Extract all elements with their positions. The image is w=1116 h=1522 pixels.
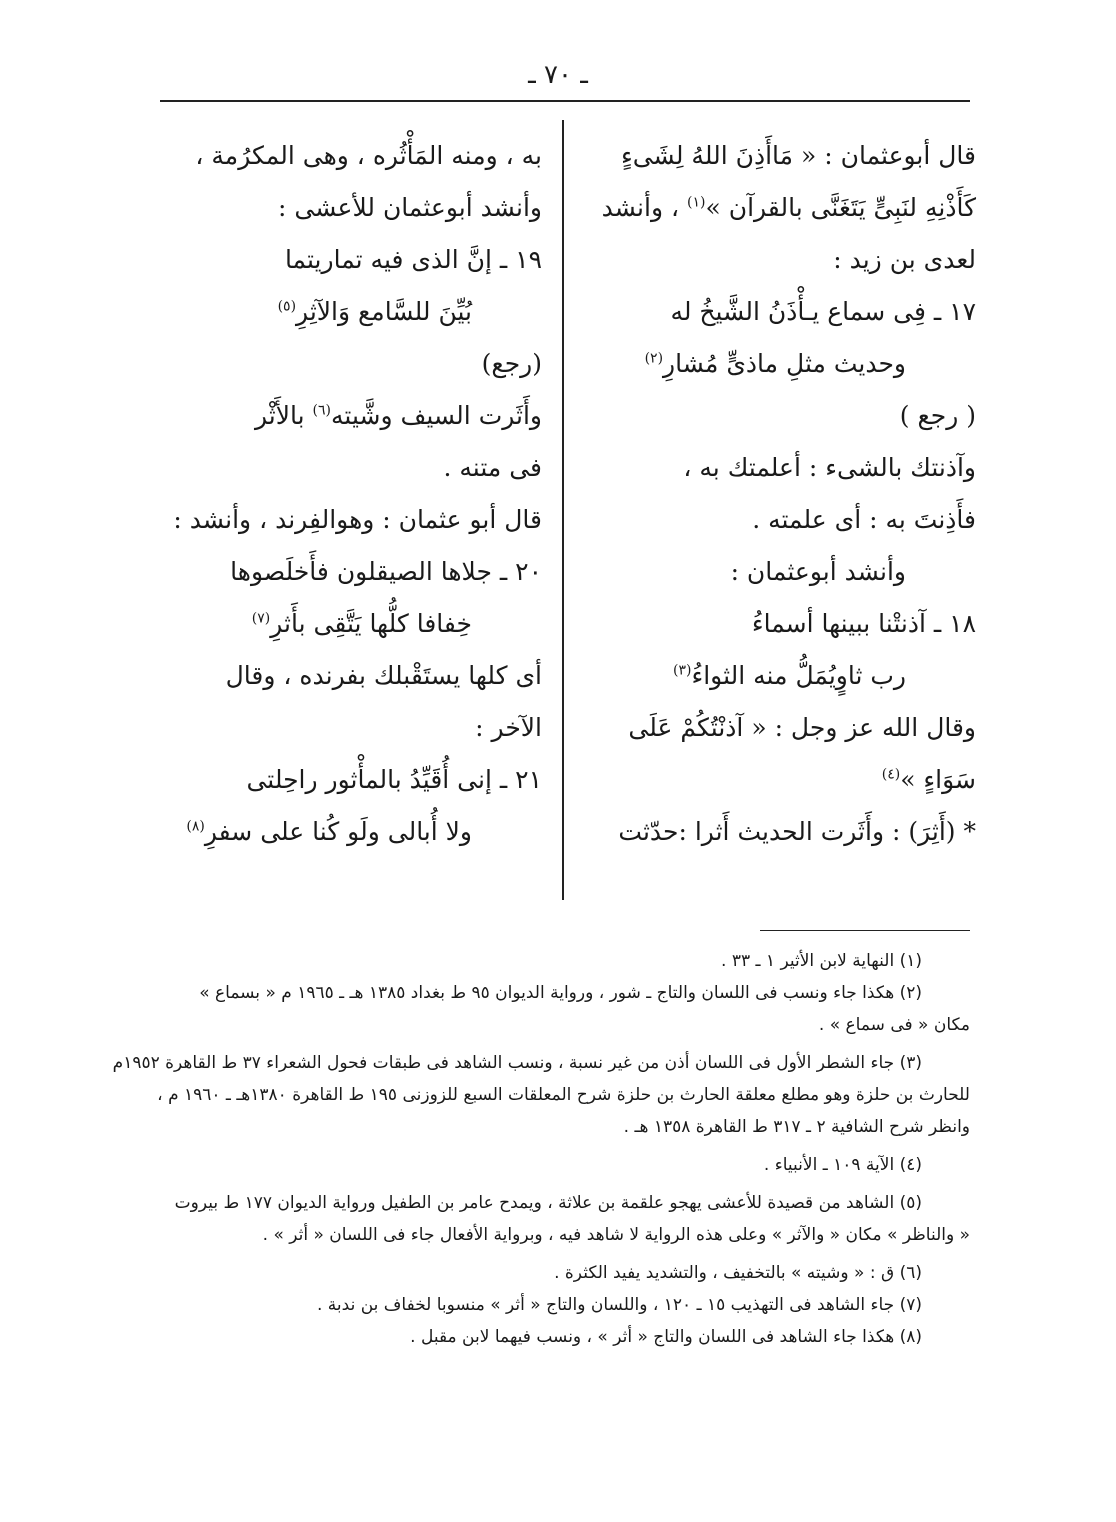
text-line [584, 286, 976, 338]
footnote-line [140, 1079, 970, 1111]
footnotes [112, 945, 970, 1353]
text-line-text: وأنشد أبوعثمان : [730, 557, 906, 586]
footnote-marker: (٢) [644, 350, 664, 367]
text-line-text: به ، ومنه المَأْثُره ، وهى المكرُمة ، [195, 141, 542, 170]
footnote-marker: (١) [687, 194, 706, 211]
text-line [584, 598, 976, 650]
text-line-text: قال أبو عثمان : وهوالفِرند ، وأنشد : [173, 505, 542, 534]
footnote-line [112, 1047, 970, 1079]
text-line [150, 338, 542, 390]
footnote-line [140, 1149, 970, 1181]
footnote-line [140, 945, 970, 977]
footnote-line-text: (٦) ق : « وشيته » بالتخفيف ، والتشديد يفيد الكثرة . [554, 1263, 922, 1283]
text-line [150, 442, 542, 494]
right-column [584, 130, 976, 858]
text-line-text: ١٨ ـ آذنتْنا ببينها أسماءُ [751, 609, 976, 638]
text-line [150, 754, 542, 806]
footnote-rule [760, 930, 970, 931]
footnote-line-text: « والناظر » مكان « والآثر » وعلى هذه الرواية لا شاهد فيه ، وبرواية الأفعال جاء فى اللسان « أثر » . [262, 1225, 970, 1245]
text-line-text: وقال الله عز وجل : « آذنْتُكُمْ عَلَى [628, 713, 976, 742]
text-line [150, 546, 542, 598]
text-line-text: بُيِّنَ للسَّامع وَالآثِرِ [296, 297, 472, 326]
text-line [150, 182, 542, 234]
text-line-text: ولا أُبالى ولَو كُنا على سفرِ [204, 817, 472, 846]
footnote-line [140, 1257, 970, 1289]
footnote-line-text: وانظر شرح الشافية ٢ ـ ٣١٧ ط القاهرة ١٣٥٨ هـ . [623, 1117, 970, 1137]
text-line [150, 390, 542, 442]
text-line [584, 702, 976, 754]
footnote-line-text: (٥) الشاهد من قصيدة للأعشى يهجو علقمة بن علاثة ، ويمدح عامر بن الطفيل ورواية الديوان ١٧٧ ط بيروت [174, 1193, 922, 1213]
text-line [150, 806, 542, 858]
text-line-text: ١٧ ـ فِى سماع يـأْذَنُ الشَّيخُ له [670, 297, 976, 326]
footnote-line-text: (١) النهاية لابن الأثير ١ ـ ٣٣ . [721, 951, 922, 971]
text-line-text: وأَثَرت السيف وشَّيته [331, 401, 542, 430]
text-line-text: خِفافا كلُّها يَتَّقِى بأَثرِ [270, 609, 472, 638]
text-line-text: فأَذِنتَ به : أى علمته . [752, 505, 976, 534]
page-number: ـ ٧٠ ـ [528, 60, 588, 90]
footnote-line [140, 1219, 970, 1251]
column-divider [562, 120, 564, 900]
text-line-text: * (أَثِرَ) : وأَثَرت الحديث أَثرا :حدّثت [618, 817, 976, 846]
text-line-text: الآخر : [475, 713, 542, 742]
text-line [150, 598, 542, 650]
footnote-marker: (٨) [186, 818, 205, 835]
footnote-marker: (٥) [277, 298, 297, 315]
text-line [584, 234, 976, 286]
text-line-text: (رجع) [481, 349, 542, 378]
text-line-text: ٢٠ ـ جلاها الصيقلون فأَخلَصوها [230, 557, 542, 586]
footnote-marker: (٧) [251, 610, 271, 627]
text-line [584, 494, 976, 546]
text-line-text: وأنشد أبوعثمان للأعشى : [278, 193, 542, 222]
footnote-line [140, 1009, 970, 1041]
footnote-marker: (٤) [881, 766, 901, 783]
text-line [584, 442, 976, 494]
text-line-text: فى متنه . [443, 453, 542, 482]
text-line-text: كَأَذْنِهِ لنَبِىٍّ يَتَغَنَّى بالقرآن » [705, 193, 976, 222]
left-column [150, 130, 542, 858]
text-line-text: قال أبوعثمان : « مَاأَذِنَ اللهُ لِشَىءٍ [620, 141, 976, 170]
text-line [584, 754, 976, 806]
text-line-text: ١٩ ـ إنَّ الذى فيه تماريتما [284, 245, 542, 274]
text-line-text: ( رجع ) [899, 401, 976, 430]
text-line-text: وحديث مثلِ ماذىٍّ مُشارِ [663, 349, 906, 378]
text-line [584, 546, 976, 598]
text-line-text: سَوَاءٍ » [900, 765, 976, 794]
footnote-line-text: (٣) جاء الشطر الأول فى اللسان أذن من غير نسبة ، ونسب الشاهد فى طبقات فحول الشعراء ٣٧ ط القاهرة ١٩٥٢م [112, 1053, 922, 1073]
footnote-line [140, 1187, 970, 1219]
text-line [150, 650, 542, 702]
text-line-text: رب ثاوٍيُمَلُّ منه الثواءُ [691, 661, 906, 690]
footnote-line-text: للحارث بن حلزة وهو مطلع معلقة الحارث بن حلزة شرح المعلقات السبع للزوزنى ١٩٥ ط القاهرة ١٣٨٠هـ ـ ١٩٦٠ م ، [157, 1085, 970, 1105]
text-line-text: لعدى بن زيد : [833, 245, 976, 274]
footnote-line-text: (٧) جاء الشاهد فى التهذيب ١٥ ـ ١٢٠ ، واللسان والتاج « أثر » منسوبا لخفاف بن ندبة . [317, 1295, 922, 1315]
text-line [150, 130, 542, 182]
text-line [150, 702, 542, 754]
text-line-text: ٢١ ـ إنى أُقَيِّدُ بالمأْثور راحِلتى [246, 765, 542, 794]
footnote-marker: (٣) [673, 662, 692, 679]
text-line-text-after: ، وأنشد [601, 193, 687, 222]
text-line [150, 234, 542, 286]
footnote-line [140, 977, 970, 1009]
text-line [150, 494, 542, 546]
text-line [584, 182, 976, 234]
footnote-line-text: مكان « فى سماع » . [818, 1015, 970, 1035]
header-rule [160, 100, 970, 102]
footnote-line [140, 1321, 970, 1353]
footnote-marker: (٦) [312, 402, 331, 419]
text-line [584, 390, 976, 442]
text-line [584, 130, 976, 182]
footnote-line-text: (٤) الآية ١٠٩ ـ الأنبياء . [763, 1155, 922, 1175]
text-line [584, 806, 976, 858]
text-line [584, 650, 976, 702]
text-line-text: أى كلها يستَقْبلك بفرنده ، وقال [225, 661, 542, 690]
text-line-text-after: بالأَثْر [254, 401, 313, 430]
footnote-line [140, 1111, 970, 1143]
footnote-line [140, 1289, 970, 1321]
text-line [150, 286, 542, 338]
footnote-line-text: (٢) هكذا جاء ونسب فى اللسان والتاج ـ شور ، ورواية الديوان ٩٥ ط بغداد ١٣٨٥ هـ ـ ١٩٦٥ م « بسماع » [199, 983, 922, 1003]
text-line [584, 338, 976, 390]
footnote-line-text: (٨) هكذا جاء الشاهد فى اللسان والتاج « أثر » ، ونسب فيهما لابن مقبل . [410, 1327, 922, 1347]
text-line-text: وآذنتك بالشىء : أعلمتك به ، [683, 453, 976, 482]
